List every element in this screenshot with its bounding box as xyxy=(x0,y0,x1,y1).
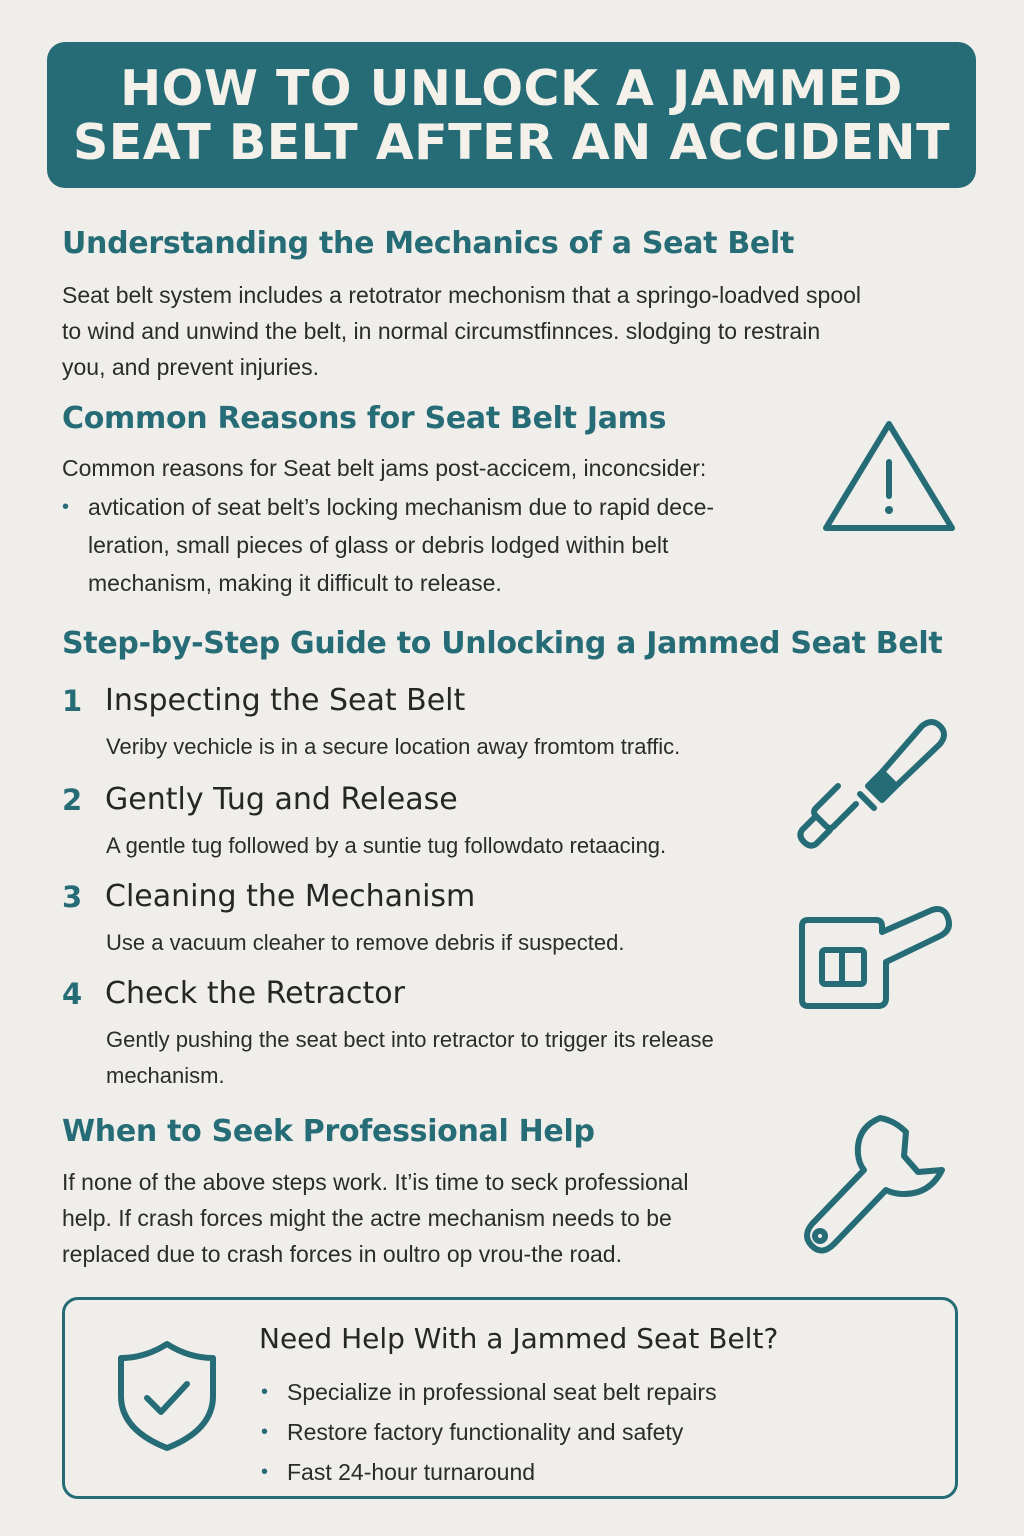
reasons-bullet-line: avtication of seat belt’s locking mechanism due to rapid dece- xyxy=(88,494,715,520)
step-text-line: mechanism. xyxy=(106,1063,225,1088)
page-title xyxy=(47,62,976,170)
mechanics-paragraph xyxy=(62,277,861,385)
mechanics-line: to wind and unwind the belt, in normal circumstfinnces. slodging to restrain xyxy=(62,318,821,344)
warning-triangle-icon xyxy=(818,416,960,538)
help-callout-box xyxy=(62,1297,958,1499)
mechanics-line: you, and prevent injuries. xyxy=(62,354,319,380)
step-text: Use a vacuum cleaher to remove debris if suspected. xyxy=(106,930,625,955)
reasons-bullet-line: mechanism, making it difficult to release. xyxy=(88,570,502,596)
reasons-bullet-text xyxy=(88,488,808,602)
step-number: 3 xyxy=(62,880,83,914)
list-item-text: Fast 24-hour turnaround xyxy=(287,1459,536,1485)
help-callout-list xyxy=(261,1372,717,1492)
step-number: 1 xyxy=(62,684,83,718)
step-number: 2 xyxy=(62,783,83,817)
professional-paragraph xyxy=(62,1164,688,1272)
professional-line: If none of the above steps work. It’is time to seck professional xyxy=(62,1169,689,1195)
bullet-dot-icon: • xyxy=(261,1461,269,1483)
step-text: A gentle tug followed by a suntie tug followdato retaacing. xyxy=(106,833,667,858)
reasons-bullet xyxy=(62,488,822,602)
mechanics-heading: Understanding the Mechanics of a Seat Belt xyxy=(62,226,794,261)
step-text-line: Gently pushing the seat bect into retractor to trigger its release xyxy=(106,1027,714,1052)
step-text: Veriby vechicle is in a secure location away fromtom traffic. xyxy=(106,734,681,759)
step-title: Inspecting the Seat Belt xyxy=(105,683,466,718)
shield-check-icon xyxy=(115,1338,219,1454)
title-banner xyxy=(47,42,976,188)
page-title-line1: HOW TO UNLOCK A JAMMED xyxy=(120,60,903,117)
step-text xyxy=(106,1022,714,1094)
help-callout-title: Need Help With a Jammed Seat Belt? xyxy=(259,1322,779,1355)
step-title: Check the Retractor xyxy=(105,976,405,1011)
professional-line: replaced due to crash forces in oultro op vrou-the road. xyxy=(62,1241,622,1267)
guide-heading: Step-by-Step Guide to Unlocking a Jammed Seat Belt xyxy=(62,626,943,661)
seat-belt-retractor-icon xyxy=(794,902,954,1014)
list-item xyxy=(261,1412,717,1452)
bullet-dot-icon: • xyxy=(261,1421,269,1443)
list-item-text: Specialize in professional seat belt repairs xyxy=(287,1379,717,1405)
reasons-intro: Common reasons for Seat belt jams post-accicem, inconcsider: xyxy=(62,455,707,481)
reasons-bullet-line: leration, small pieces of glass or debris lodged within belt xyxy=(88,532,669,558)
list-item xyxy=(261,1372,717,1412)
list-item xyxy=(261,1452,717,1492)
wrench-icon xyxy=(798,1112,954,1260)
professional-heading: When to Seek Professional Help xyxy=(62,1114,595,1149)
step-title: Cleaning the Mechanism xyxy=(105,879,476,914)
step-title: Gently Tug and Release xyxy=(105,782,458,817)
mechanics-line: Seat belt system includes a retotrator mechonism that a springo-loadved spool xyxy=(62,282,862,308)
bullet-dot-icon: • xyxy=(62,496,70,518)
bullet-dot-icon: • xyxy=(261,1381,269,1403)
page-title-line2: SEAT BELT AFTER AN ACCIDENT xyxy=(72,114,950,171)
professional-line: help. If crash forces might the actre mechanism needs to be xyxy=(62,1205,672,1231)
seat-belt-buckle-icon xyxy=(790,712,950,862)
list-item-text: Restore factory functionality and safety xyxy=(287,1419,684,1445)
reasons-heading: Common Reasons for Seat Belt Jams xyxy=(62,401,667,436)
step-number: 4 xyxy=(62,977,83,1011)
